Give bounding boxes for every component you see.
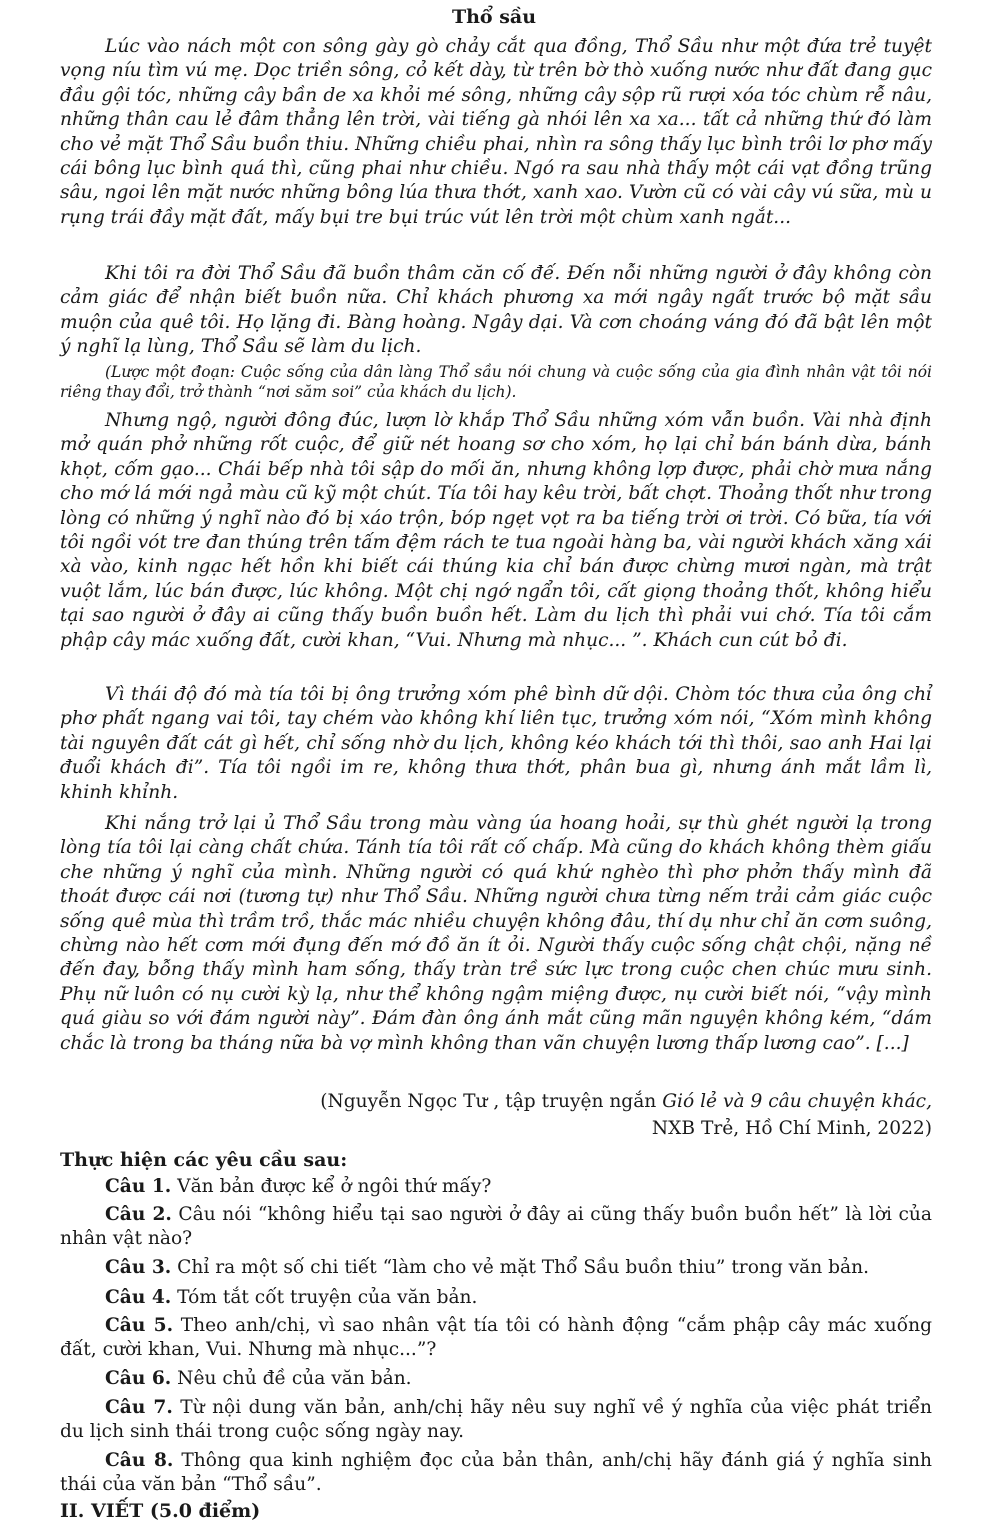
question-text: Thông qua kinh nghiệm đọc của bản thân, anh/chị hãy đánh giá ý nghĩa sinh thái của văn bản “Thổ sầu”. <box>60 1450 933 1496</box>
source-citation-line-1 <box>60 1088 932 1115</box>
question-text: Câu nói “không hiểu tại sao người ở đây ai cũng thấy buồn buồn hết” là lời của nhân vật nào? <box>60 1204 932 1250</box>
question-number: Câu 4. <box>105 1287 172 1308</box>
question-8 <box>60 1449 932 1498</box>
question-number: Câu 7. <box>105 1397 173 1418</box>
question-text: Văn bản được kể ở ngôi thứ mấy? <box>177 1176 492 1197</box>
question-1 <box>60 1175 932 1199</box>
passage-paragraph-3: Nhưng ngộ, người đông đúc, lượn lờ khắp Thổ Sầu những xóm vẫn buồn. Vài nhà định mở quán phở những rốt cuộc, để giữ nét hoang sơ cho xóm, họ lại chỉ bán bánh dừa, bánh khọt, cốm gạo... Chái bếp nhà tôi sập do mối ăn, nhưng không lợp được, phải chờ mưa nắng cho mớ lá mới ngả màu cũ kỹ một chút. Tía tôi hay kêu trời, bất chợt. Thoảng thốt như trong lòng có những ý nghĩ nào đó bị xáo trộn, bóp ngẹt vọt ra ba tiếng trời ơi trời. Có bữa, tía với tôi ngồi vót tre đan thúng trên tấm đệm rách te tua ngoài hàng ba, vài người khách xăng xái xà vào, kinh ngạc hết hồn khi biết cái thúng kia chỉ bán được chừng mươi ngàn, mà trật vuột lắm, lúc bán được, lúc không. Một chị ngớ ngẩn tôi, cất giọng thoảng thốt, không hiểu tại sao người ở đây ai cũng thấy buồn buồn hết. Làm du lịch thì phải vui chớ. Tía tôi cắm phập cây mác xuống đất, cười khan, “Vui. Nhưng mà nhục... ”. Khách cun cút bỏ đi. <box>60 410 932 651</box>
question-text: Từ nội dung văn bản, anh/chị hãy nêu suy nghĩ về ý nghĩa của việc phát triển du lịch sinh thái trong cuộc sống ngày nay. <box>60 1397 932 1443</box>
question-number: Câu 3. <box>105 1257 172 1278</box>
question-text: Nêu chủ đề của văn bản. <box>177 1368 412 1389</box>
question-5 <box>60 1314 932 1363</box>
source-book-title: Gió lẻ và 9 câu chuyện khác, <box>662 1091 932 1112</box>
question-number: Câu 5. <box>105 1315 174 1336</box>
omission-note: (Lược một đoạn: Cuộc sống của dân làng Thổ sầu nói chung và cuộc sống của gia đình nhân vật tôi nói riêng thay đổi, trở thành “nơi săm soi” của khách du lịch). <box>60 363 932 401</box>
passage-paragraph-2: Khi tôi ra đời Thổ Sầu đã buồn thâm căn cố đế. Đến nỗi những người ở đây không còn cảm giác để nhận biết buồn nữa. Chỉ khách phương xa mới ngây ngất trước bộ mặt sầu muộn của quê tôi. Họ lặng đi. Bàng hoàng. Ngây dại. Và cơn choáng váng đó đã bật lên một ý nghĩ lạ lùng, Thổ Sầu sẽ làm du lịch. <box>60 263 932 358</box>
question-3 <box>60 1256 932 1280</box>
passage-paragraph-5: Khi nắng trở lại ủ Thổ Sầu trong màu vàng úa hoang hoải, sự thù ghét người lạ trong lòng tía tôi lại càng chất chứa. Tánh tía tôi rất cố chấp. Mà cũng do khách không thèm giấu che những ý nghĩ của mình. Những người có quá khứ nghèo thì phơ phởn thấy mình đã thoát được cái nơi (tương tự) như Thổ Sầu. Những người chưa từng nếm trải cảm giác cuộc sống quê mùa thì trầm trồ, thắc mác nhiều chuyện không đâu, thí dụ như chỉ ăn cơm suông, chừng nào hết cơm mới đụng đến mớ đồ ăn ít ỏi. Người thấy cuộc sống chật chội, nặng nề đến đay, bỗng thấy mình ham sống, thấy tràn trề sức lực trong cuộc chen chúc mưu sinh. Phụ nữ luôn có nụ cười kỳ lạ, như thể không ngậm miệng được, nụ cười biết nói, “vậy mình quá giàu so với đám người này”. Đám đàn ông ánh mắt cũng mãn nguyện không kém, “dám chắc là trong ba tháng nữa bà vợ mình không than vãn chuyện lương thấp lương cao”. [...] <box>60 813 932 1054</box>
question-text: Theo anh/chị, vì sao nhân vật tía tôi có hành động “cắm phập cây mác xuống đất, cười khan, Vui. Nhưng mà nhục...”? <box>60 1315 933 1361</box>
source-citation-line-2: NXB Trẻ, Hồ Chí Minh, 2022) <box>651 1118 932 1139</box>
tasks-heading: Thực hiện các yêu cầu sau: <box>60 1149 348 1171</box>
question-text: Chỉ ra một số chi tiết “làm cho vẻ mặt Thổ Sầu buồn thiu” trong văn bản. <box>177 1257 870 1278</box>
question-6 <box>60 1367 932 1391</box>
question-text: Tóm tắt cốt truyện của văn bản. <box>177 1287 478 1308</box>
passage-paragraph-1: Lúc vào nách một con sông gày gò chảy cắt qua đồng, Thổ Sầu như một đứa trẻ tuyệt vọng níu tìm vú mẹ. Dọc triền sông, cỏ kết dày, từ trên bờ thò xuống nước như đất đang gục đầu gội tóc, những cây bần de xa khỏi mé sông, những cây sộp rũ rượi xóa tóc chùm rễ nâu, những thân cau lẻ đâm thẳng lên trời, vài tiếng gà nhói lên xa xa... tất cả những thứ đó làm cho vẻ mặt Thổ Sầu buồn thiu. Những chiều phai, nhìn ra sông thấy lục bình trôi lơ phơ mấy cái bông lục bình quá thì, cũng phai như chiều. Ngó ra sau nhà thấy một cái vạt đồng trũng sâu, ngoi lên mặt nước những bông lúa thưa thớt, xanh xao. Vườn cũ có vài cây vú sữa, mù u rụng trái đầy mặt đất, mấy bụi tre bụi trúc vút lên trời một chùm xanh ngắt... <box>60 36 932 228</box>
question-number: Câu 1. <box>105 1176 172 1197</box>
question-number: Câu 8. <box>105 1450 174 1471</box>
question-number: Câu 6. <box>105 1368 172 1389</box>
question-number: Câu 2. <box>105 1204 172 1225</box>
source-author: (Nguyễn Ngọc Tư , tập truyện ngắn <box>320 1091 663 1112</box>
document-title: Thổ sầu <box>451 6 537 28</box>
section-heading-writing: II. VIẾT (5.0 điểm) <box>60 1500 261 1522</box>
question-4 <box>60 1286 932 1310</box>
question-7 <box>60 1396 932 1445</box>
passage-paragraph-4: Vì thái độ đó mà tía tôi bị ông trưởng xóm phê bình dữ dội. Chòm tóc thưa của ông chỉ phơ phất ngang vai tôi, tay chém vào không khí liên tục, trưởng xóm nói, “Xóm mình không tài nguyên đất cát gì hết, chỉ sống nhờ du lịch, không kéo khách tới thì thôi, sao anh Hai lại đuổi khách đi”. Tía tôi ngồi im re, không thưa thớt, phân bua gì, nhưng ánh mắt lầm lì, khinh khỉnh. <box>60 684 932 803</box>
question-2 <box>60 1203 932 1252</box>
